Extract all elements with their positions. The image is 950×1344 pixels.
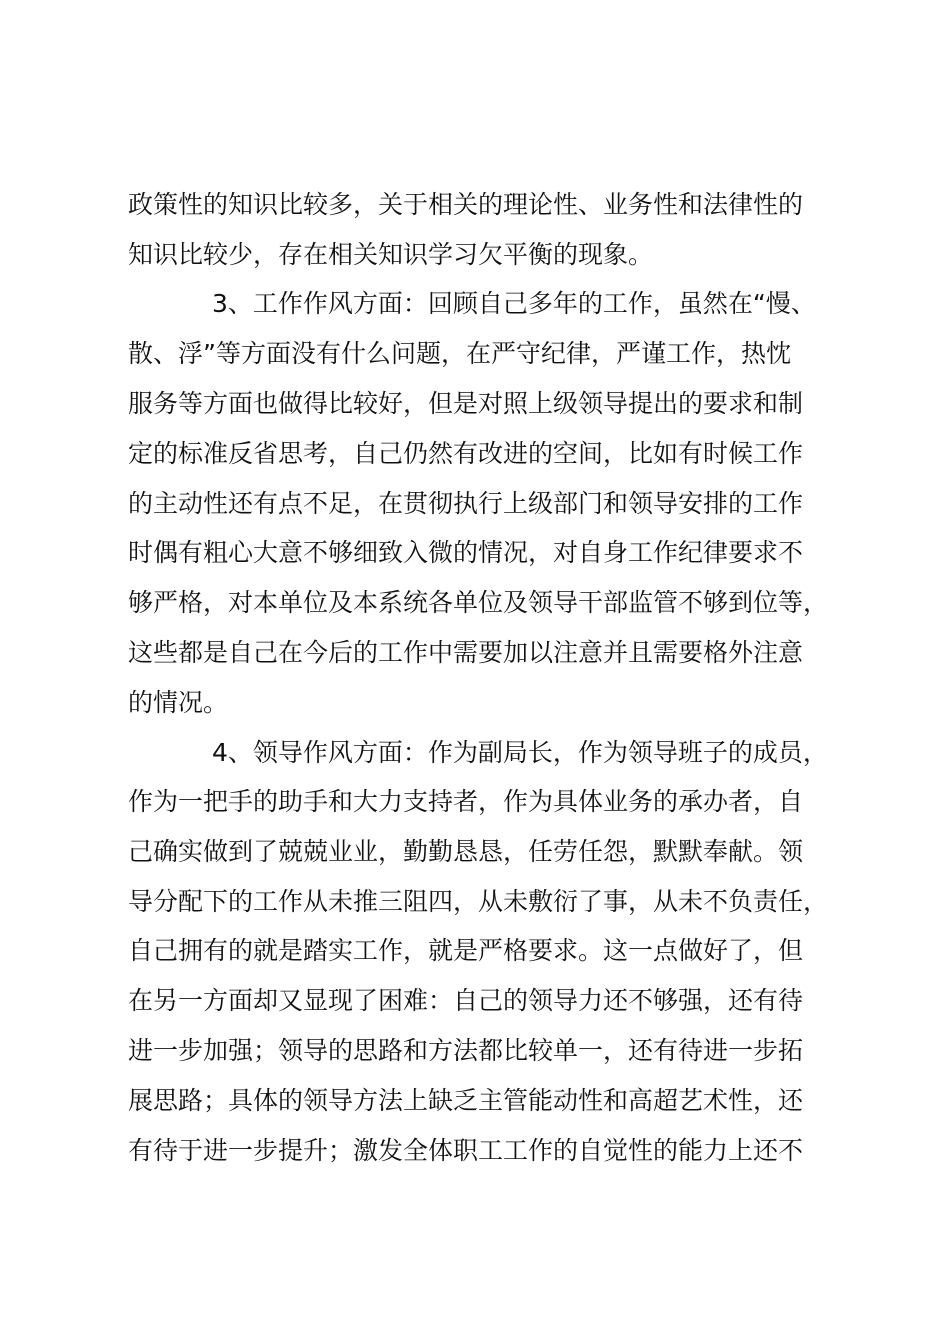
text-line: 定的标准反省思考，自己仍然有改进的空间，比如有时候工作 — [128, 439, 804, 468]
text-line: 展思路；具体的领导方法上缺乏主管能动性和高超艺术性，还 — [128, 1086, 804, 1115]
paragraph-4-start: 4、领导作风方面：作为副局长，作为领导班子的成员， — [212, 738, 828, 767]
text-line: 的主动性还有点不足，在贯彻执行上级部门和领导安排的工作 — [128, 489, 804, 518]
text-line: 时偶有粗心大意不够细致入微的情况，对自身工作纪律要求不 — [128, 538, 804, 567]
text-line: 己确实做到了兢兢业业，勤勤恳恳，任劳任怨，默默奉献。领 — [128, 837, 804, 866]
text-line: 政策性的知识比较多，关于相关的理论性、业务性和法律性的 — [128, 190, 804, 219]
text-line: 知识比较少，存在相关知识学习欠平衡的现象。 — [128, 240, 654, 269]
text-line: 这些都是自己在今后的工作中需要加以注意并且需要格外注意 — [128, 638, 804, 667]
text-line: 进一步加强；领导的思路和方法都比较单一，还有待进一步拓 — [128, 1036, 804, 1065]
text-line: 导分配下的工作从未推三阻四，从未敷衍了事，从未不负责任， — [128, 887, 829, 916]
text-line: 在另一方面却又显现了困难：自己的领导力还不够强，还有待 — [128, 986, 804, 1015]
text-line: 够严格，对本单位及本系统各单位及领导干部监管不够到位等， — [128, 588, 829, 617]
text-line: 散、浮”等方面没有什么问题，在严守纪律，严谨工作，热忱 — [128, 339, 791, 368]
text-line: 作为一把手的助手和大力支持者，作为具体业务的承办者，自 — [128, 787, 804, 816]
text-line: 有待于进一步提升；激发全体职工工作的自觉性的能力上还不 — [128, 1136, 804, 1165]
text-line: 的情况。 — [128, 688, 229, 717]
text-line: 自己拥有的就是踏实工作，就是严格要求。这一点做好了，但 — [128, 936, 804, 965]
text-line: 服务等方面也做得比较好，但是对照上级领导提出的要求和制 — [128, 389, 804, 418]
paragraph-3-start: 3、工作作风方面：回顾自己多年的工作，虽然在“慢、 — [212, 289, 816, 318]
